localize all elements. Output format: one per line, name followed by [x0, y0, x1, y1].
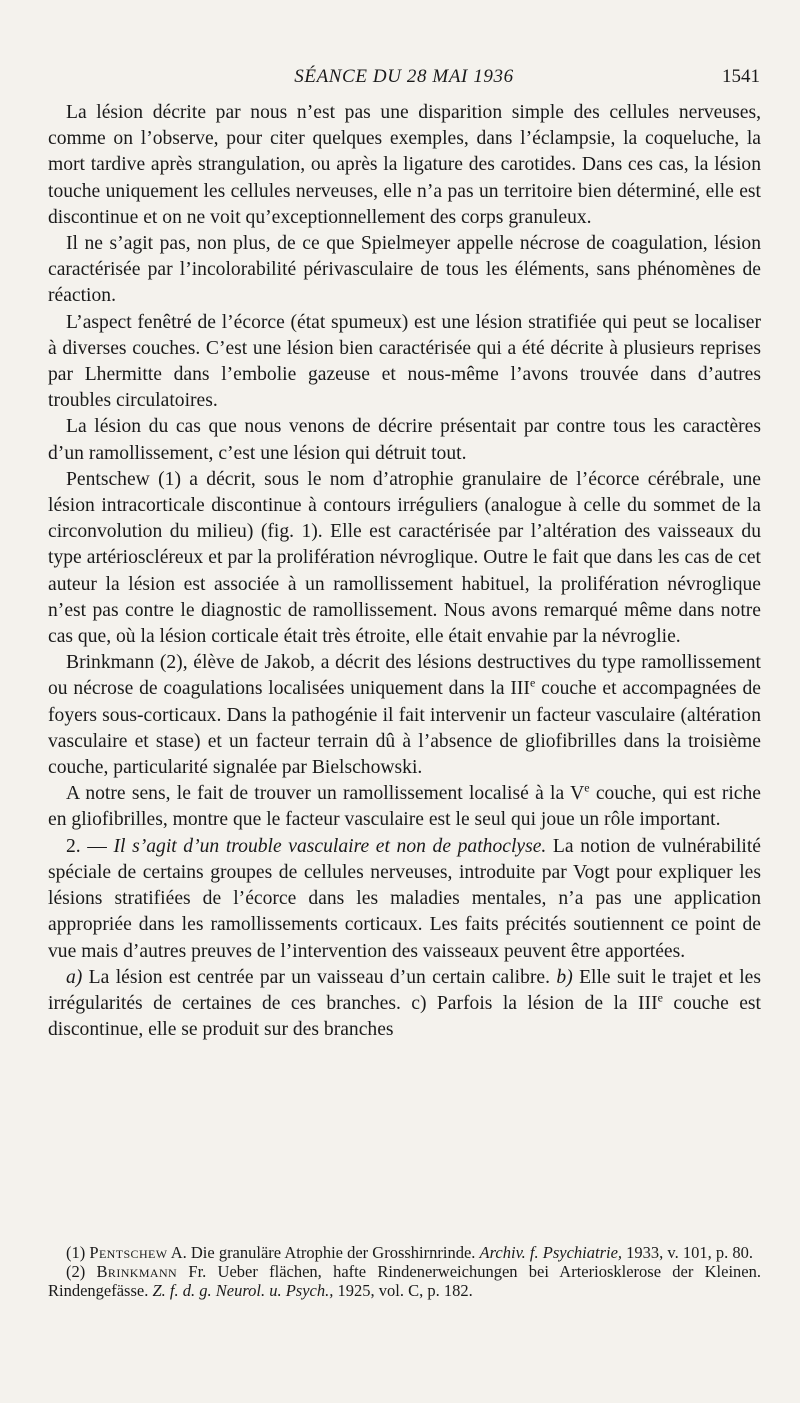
paragraph: La lésion du cas que nous venons de décrire présentait par contre tous les caractères d’un ramollissement, c’est une lésion qui détruit tout. [48, 416, 761, 464]
paragraph: La lésion décrite par nous n’est pas une disparition simple des cellules nerveuses, comme on l’observe, pour citer quelques exemples, dans l’éclampsie, la coqueluche, la mort tardive après strangulation, ou après la ligature des carotides. Dans ces cas, la lésion touche uniquement les cellules nerveuses, elle n’a pas un territoire bien déterminé, elle est discontinue et on ne voit qu’exceptionnellement des corps granuleux. [48, 102, 761, 228]
paragraph-brinkmann: Brinkmann (2), élève de Jakob, a décrit des lésions destructives du type ramollissement ou nécrose de coagulations localisées uniquement dans la IIIe couche et accompagnées de foyers sous-corticaux. Dans la pathogénie il fait intervenir un facteur vasculaire (altération vasculaire et stase) et un facteur terrain dû à l’absence de gliofibrilles dans la troisième couche, particularité signalée par Bielschowski. [48, 652, 761, 779]
paragraph-section-2: 2. — Il s’agit d’un trouble vasculaire et non de pathoclyse. La notion de vulnérabilité spéciale de certains groupes de cellules nerveuses, introduite par Vogt pour expliquer les lésions stratifiées de l’écorce dans les maladies mentales, n’a pas une application appropriée dans les ramollissements corticaux. Les faits précités soutiennent ce point de vue mais d’autres preuves de l’intervention des vaisseaux peuvent être apportées. [48, 835, 761, 962]
paragraph: Pentschew (1) a décrit, sous le nom d’atrophie granulaire de l’écorce cérébrale, une lésion intracorticale discontinue à contours irréguliers (analogue à celle du sommet de la circonvolution du milieu) (fig. 1). Elle est caractérisée par l’altération des vaisseaux du type artérioscléreux et par la prolifération névroglique. Outre le fait que dans les cas de cet auteur la lésion est associée à un ramollissement habituel, la prolifération névroglique n’est pas contre le diagnostic de ramollissement. Nous avons remarqué même dans notre cas que, où la lésion corticale était très étroite, elle était envahie par la névroglie. [48, 468, 761, 648]
running-title: SÉANCE DU 28 MAI 1936 [294, 66, 514, 87]
paragraph-notre-sens: A notre sens, le fait de trouver un ramollissement localisé à la Ve couche, qui est riche en gliofibrilles, montre que le facteur vasculaire est le seul qui joue un rôle important. [48, 780, 761, 831]
footnotes [48, 1243, 761, 1300]
paragraph: Il ne s’agit pas, non plus, de ce que Spielmeyer appelle nécrose de coagulation, lésion caractérisée par l’incolorabilité périvasculaire de tous les éléments, sans phénomènes de réaction. [48, 233, 761, 307]
section-heading: Il s’agit d’un trouble vasculaire et non de pathoclyse. [113, 835, 547, 857]
running-header [48, 66, 760, 92]
footnote-2: (2) Brinkmann Fr. Ueber flächen, hafte Rindenerweichungen bei Arteriosklerose der Kleinen. Rindengefässe. Z. f. d. g. Neurol. u. Psych., 1925, vol. C, p. 182. [48, 1262, 761, 1300]
section-number: 2. — [66, 835, 114, 857]
paragraph: L’aspect fenêtré de l’écorce (état spumeux) est une lésion stratifiée qui peut se localiser à diverses couches. C’est une lésion bien caractérisée qui a été décrite à plusieurs reprises par Lhermitte dans l’embolie gazeuse et nous-même l’avons trouvée dans d’autres troubles circulatoires. [48, 311, 761, 412]
paragraph-points: a) La lésion est centrée par un vaisseau d’un certain calibre. b) Elle suit le trajet et les irrégularités de certaines de ces branches. c) Parfois la lésion de la IIIe couche est discontinue, elle se produit sur des branches [48, 966, 761, 1041]
footnote-1: (1) Pentschew A. Die granuläre Atrophie der Grosshirnrinde. Archiv. f. Psychiatrie, 1933, v. 101, p. 80. [66, 1243, 753, 1262]
page-number: 1541 [722, 66, 760, 87]
main-text [48, 100, 761, 1043]
